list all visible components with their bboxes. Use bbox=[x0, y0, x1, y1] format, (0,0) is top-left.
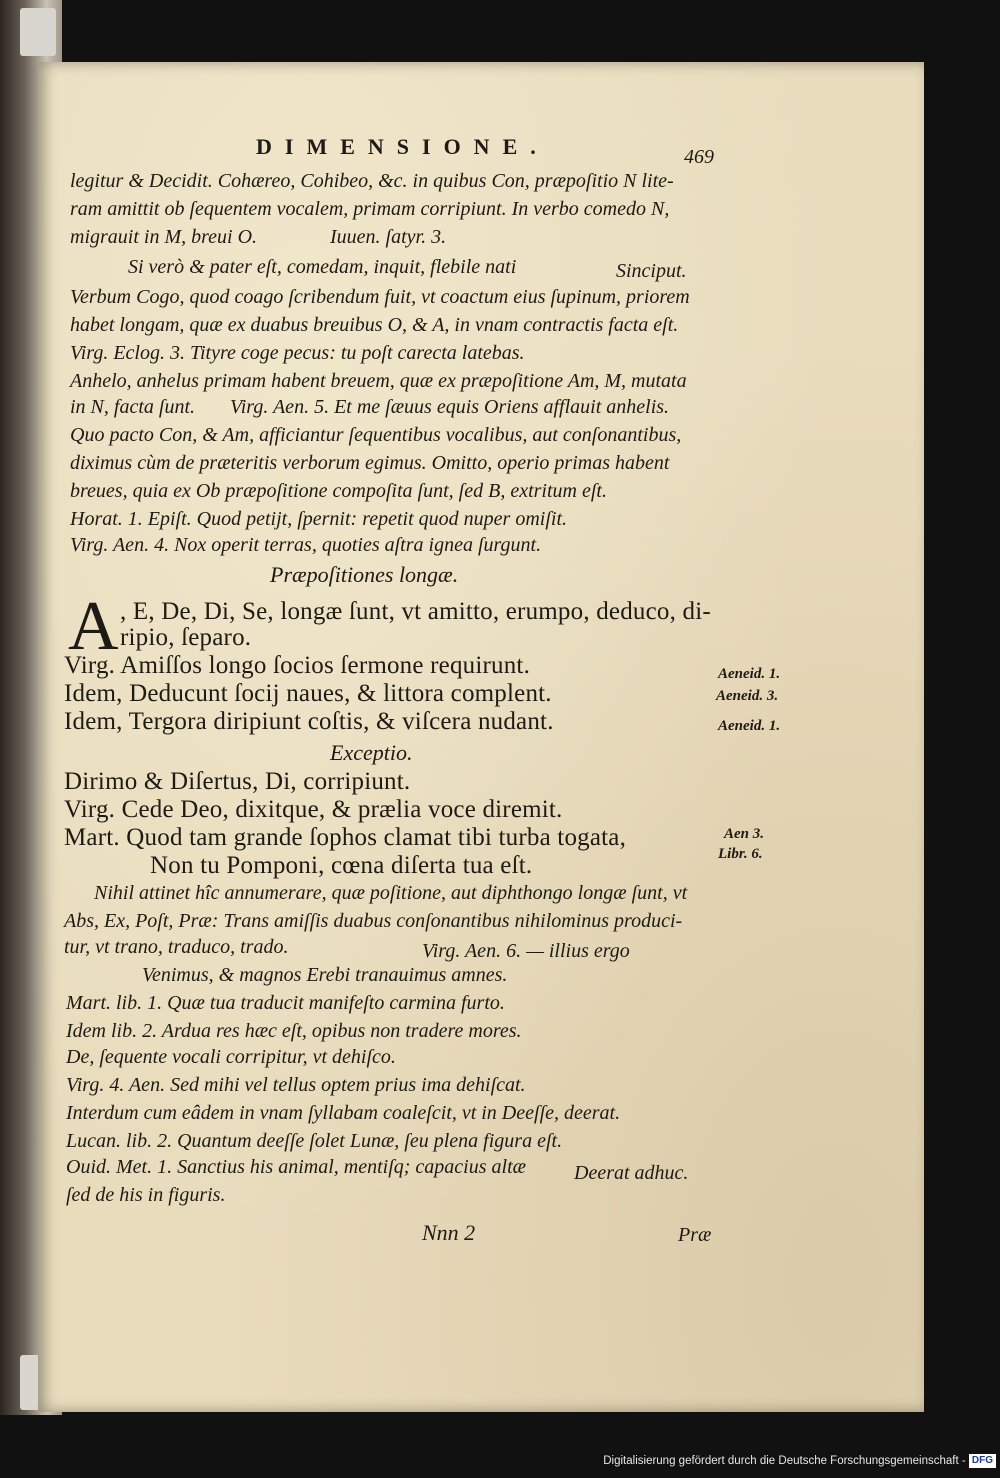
margin-note: Aeneid. 1. bbox=[718, 718, 781, 734]
text-line: Non tu Pomponi, cœna diſerta tua eſt. bbox=[150, 852, 533, 879]
text-line: ſed de his in figuris. bbox=[66, 1184, 226, 1206]
margin-note: Libr. 6. bbox=[718, 846, 763, 862]
text-line: Ouid. Met. 1. Sanctius his animal, mentiſq; capacius altæ bbox=[66, 1156, 526, 1178]
signature-mark: Nnn 2 bbox=[422, 1220, 476, 1245]
text-line: Mart. lib. 1. Quæ tua traducit manifeſto carmina furto. bbox=[66, 992, 505, 1014]
inline-reference: Deerat adhuc. bbox=[574, 1162, 689, 1184]
text-line: migrauit in M, breui O. bbox=[70, 226, 258, 248]
margin-note: Aeneid. 3. bbox=[716, 688, 779, 704]
verse-line: Venimus, & magnos Erebi tranauimus amnes. bbox=[142, 964, 508, 986]
inline-reference: Sinciput. bbox=[616, 260, 687, 282]
text-line: Idem, Tergora diripiunt coſtis, & viſcera nudant. bbox=[64, 708, 554, 735]
text-line: Interdum cum eâdem in vnam ſyllabam coaleſcit, vt in Deeſſe, deerat. bbox=[66, 1102, 621, 1124]
verse-line: Si verò & pater eſt, comedam, inquit, flebile nati bbox=[128, 256, 517, 278]
funding-footer bbox=[596, 1450, 1000, 1472]
text-line: Idem lib. 2. Ardua res hæc eſt, opibus non tradere mores. bbox=[66, 1020, 522, 1042]
text-line: Lucan. lib. 2. Quantum deeſſe ſolet Lunæ, ſeu plena figura eſt. bbox=[66, 1130, 563, 1152]
binding-tab bbox=[20, 8, 56, 56]
text-line: in N, facta ſunt. bbox=[70, 396, 195, 418]
drop-cap: A bbox=[68, 588, 119, 665]
page-number: 469 bbox=[684, 146, 714, 168]
margin-note: Aen 3. bbox=[724, 826, 765, 842]
text-line: Virg. Amiſſos longo ſocios ſermone requirunt. bbox=[64, 652, 531, 679]
text-line: habet longam, quæ ex duabus breuibus O, & A, in vnam contractis facta eſt. bbox=[70, 314, 679, 336]
catchword: Præ bbox=[678, 1224, 712, 1246]
text-line: legitur & Decidit. Cohæreo, Cohibeo, &c. in quibus Con, præpoſitio N lite- bbox=[70, 170, 674, 192]
text-line: Anhelo, anhelus primam habent breuem, quæ ex præpoſitione Am, M, mutata bbox=[70, 370, 687, 392]
text-line: Virg. Eclog. 3. Tityre coge pecus: tu poſt carecta latebas. bbox=[70, 342, 525, 364]
section-title: Præpoſitiones longæ. bbox=[270, 562, 459, 587]
text-line: , E, De, Di, Se, longæ ſunt, vt amitto, erumpo, deduco, di- bbox=[120, 598, 711, 625]
book-page bbox=[38, 62, 924, 1412]
text-line: breues, quia ex Ob præpoſitione compoſita ſunt, ſed B, extritum eſt. bbox=[70, 480, 607, 502]
inline-reference: Virg. Aen. 6. — illius ergo bbox=[422, 940, 630, 962]
text-line: ram amittit ob ſequentem vocalem, primam corripiunt. In verbo comedo N, bbox=[70, 198, 670, 220]
dfg-logo: DFG bbox=[969, 1454, 996, 1468]
text-line: Abs, Ex, Poſt, Præ: Trans amiſſis duabus conſonantibus nihilominus produci- bbox=[64, 910, 683, 932]
text-line: diximus cùm de præteritis verborum egimus. Omitto, operio primas habent bbox=[70, 452, 670, 474]
text-line: Quo pacto Con, & Am, afficiantur ſequentibus vocalibus, aut conſonantibus, bbox=[70, 424, 682, 446]
text-line: Horat. 1. Epiſt. Quod petijt, ſpernit: repetit quod nuper omiſit. bbox=[70, 508, 568, 530]
text-line: Virg. Cede Deo, dixitque, & prælia voce diremit. bbox=[64, 796, 563, 823]
text-line: Virg. Aen. 4. Nox operit terras, quoties aſtra ignea ſurgunt. bbox=[70, 534, 542, 556]
text-line: Dirimo & Diſertus, Di, corripiunt. bbox=[64, 768, 411, 795]
section-title: Exceptio. bbox=[330, 740, 413, 765]
text-line: tur, vt trano, traduco, trado. bbox=[64, 936, 289, 958]
margin-note: Aeneid. 1. bbox=[718, 666, 781, 682]
text-line: Nihil attinet hîc annumerare, quæ poſitione, aut diphthongo longæ ſunt, vt bbox=[94, 882, 688, 904]
footer-text: Digitalisierung gefördert durch die Deutsche Forschungsgemeinschaft - bbox=[603, 1455, 966, 1467]
inline-reference: Iuuen. ſatyr. 3. bbox=[330, 226, 447, 248]
text-line: Mart. Quod tam grande ſophos clamat tibi turba togata, bbox=[64, 824, 627, 851]
text-line: Verbum Cogo, quod coago ſcribendum fuit, vt coactum eius ſupinum, priorem bbox=[70, 286, 690, 308]
text-line: De, ſequente vocali corripitur, vt dehiſco. bbox=[66, 1046, 396, 1068]
text-line: Virg. 4. Aen. Sed mihi vel tellus optem prius ima dehiſcat. bbox=[66, 1074, 526, 1096]
running-title: DIMENSIONE. bbox=[256, 134, 549, 159]
inline-reference: Virg. Aen. 5. Et me ſæuus equis Oriens afflauit anhelis. bbox=[230, 396, 670, 418]
text-line: Idem, Deducunt ſocij naues, & littora complent. bbox=[64, 680, 552, 707]
text-line: ripio, ſeparo. bbox=[120, 624, 252, 651]
